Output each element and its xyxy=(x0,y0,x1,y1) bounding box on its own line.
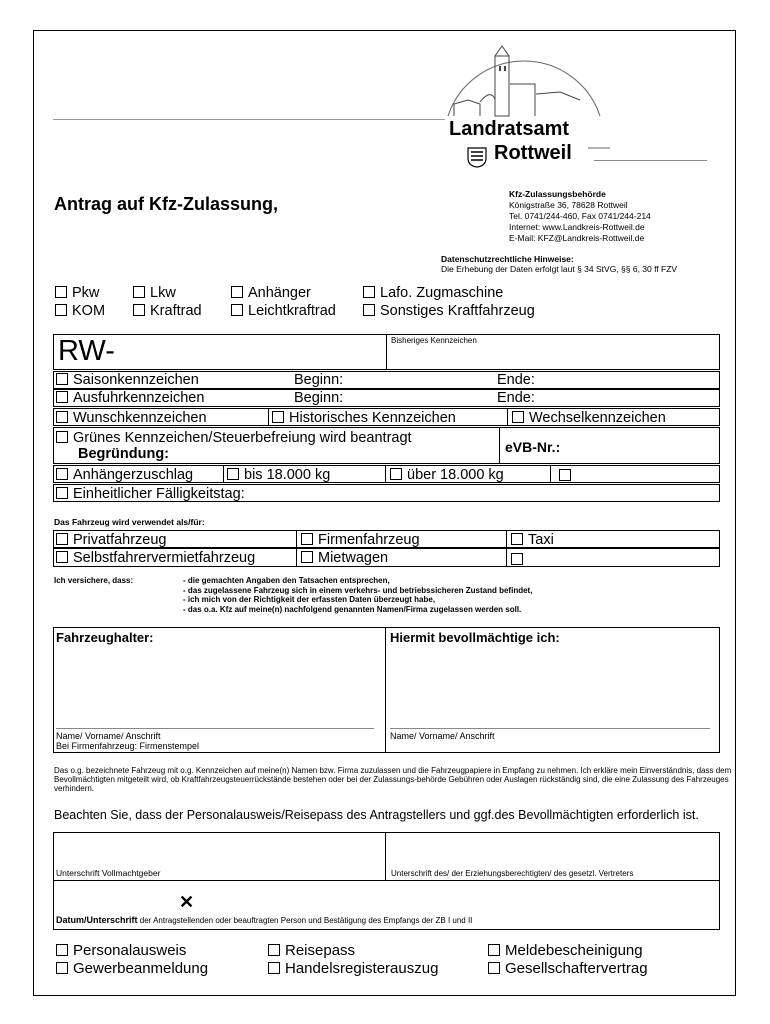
logo-line2: Rottweil xyxy=(494,142,572,164)
opt-wunsch[interactable] xyxy=(56,410,207,426)
sig-vollmachtgeber-label: Unterschrift Vollmachtgeber xyxy=(56,868,161,878)
checkbox[interactable] xyxy=(56,391,68,403)
doc-gesellschaft[interactable] xyxy=(488,960,648,977)
plate-prefix: RW- xyxy=(58,335,115,367)
use-taxi[interactable] xyxy=(511,532,554,548)
doc-personalausweis-label: Personalausweis xyxy=(73,942,187,959)
checkbox[interactable] xyxy=(56,533,68,545)
saison-beginn: Beginn: xyxy=(294,372,344,388)
use-privat-label: Privatfahrzeug xyxy=(73,532,167,548)
doc-reisepass[interactable] xyxy=(268,942,355,959)
logo-line1: Landratsamt xyxy=(449,118,570,140)
checkbox[interactable] xyxy=(56,487,68,499)
use-mietwagen[interactable] xyxy=(301,550,388,566)
checkbox[interactable] xyxy=(56,468,68,480)
vt-leichtkraftrad[interactable] xyxy=(231,303,336,319)
opt-faelligkeit[interactable] xyxy=(56,486,245,502)
assurance-label: Ich versichere, dass: xyxy=(54,576,134,585)
opt-extra[interactable] xyxy=(559,467,576,485)
opt-ausfuhr-label: Ausfuhrkennzeichen xyxy=(73,390,205,406)
plate-divider xyxy=(386,334,387,370)
vt-leichtkraftrad-label: Leichtkraftrad xyxy=(248,303,336,319)
page-title: Antrag auf Kfz-Zulassung, xyxy=(54,194,278,214)
checkbox[interactable] xyxy=(56,551,68,563)
checkbox[interactable] xyxy=(511,533,523,545)
opt-bis18000[interactable] xyxy=(227,467,330,483)
vt-kraftrad[interactable] xyxy=(133,303,202,319)
checkbox[interactable] xyxy=(133,304,145,316)
authorization-text: Das o.g. bezeichnete Fahrzeug mit o.g. Kennzeichen auf meine(n) Namen bzw. Firma zuzulassen und die Fahrzeugpapiere in Empfang zu nehmen. Ich erkläre mein Einverständnis, dass dem Bevollmächtigten mitgeteilt wird, ob Kraftfahrzeugsteuerrückstände bestehen oder bei der Zulassungs-behörde Gebühren oder Auslagen rückständig sind, die eine Zulassung des Fahrzeuges verhindern. xyxy=(54,766,732,793)
begruendung-label: Begründung: xyxy=(78,446,170,462)
sig-erziehung-label: Unterschrift des/ der Erziehungsberechtigten/ des gesetzl. Vertreters xyxy=(391,869,634,878)
sig-datum-bold: Datum/Unterschrift xyxy=(56,915,138,925)
checkbox[interactable] xyxy=(512,411,524,423)
opt-saison[interactable] xyxy=(56,372,199,388)
holder-firm-label: Bei Firmenfahrzeug: Firmenstempel xyxy=(56,741,200,751)
use-selbstfahrer-label: Selbstfahrervermietfahrzeug xyxy=(73,550,256,566)
opt-wechsel[interactable] xyxy=(512,410,666,426)
checkbox[interactable] xyxy=(363,286,375,298)
privacy-note xyxy=(441,254,677,274)
opt-ausfuhr[interactable] xyxy=(56,390,204,406)
authority-email: E-Mail: KFZ@Landkreis-Rottweil.de xyxy=(509,233,645,243)
vt-anhaenger[interactable] xyxy=(231,285,311,301)
opt-gruen[interactable] xyxy=(56,430,412,446)
authority-address xyxy=(509,189,651,244)
sig-datum-rest: der Antragstellenden oder beauftragten Person und Bestätigung des Empfangs der ZB I und II xyxy=(137,916,473,925)
checkbox[interactable] xyxy=(488,944,500,956)
assurance-line: - ich mich von der Richtigkeit der erfassten Daten überzeugt habe, xyxy=(183,595,436,604)
checkbox[interactable] xyxy=(231,304,243,316)
checkbox[interactable] xyxy=(268,962,280,974)
vt-lkw-label: Lkw xyxy=(150,285,176,301)
checkbox[interactable] xyxy=(227,468,239,480)
vt-anhaenger-label: Anhänger xyxy=(248,285,311,301)
authority-street: Königstraße 36, 78628 Rottweil xyxy=(509,200,628,210)
doc-melde-label: Meldebescheinigung xyxy=(505,942,643,959)
checkbox[interactable] xyxy=(56,431,68,443)
signature-mark-icon: ✕ xyxy=(179,892,195,912)
checkbox[interactable] xyxy=(511,553,523,565)
vt-sonstiges-label: Sonstiges Kraftfahrzeug xyxy=(380,303,535,319)
coat-of-arms-icon xyxy=(466,146,488,168)
assurance-line: - die gemachten Angaben den Tatsachen entsprechen, xyxy=(183,576,390,585)
holder-line xyxy=(56,728,374,729)
previous-plate-label: Bisheriges Kennzeichen xyxy=(391,336,477,345)
divider xyxy=(223,465,224,483)
doc-gewerbe-label: Gewerbeanmeldung xyxy=(73,960,209,977)
usage-heading: Das Fahrzeug wird verwendet als/für: xyxy=(54,517,205,527)
vt-pkw-label: Pkw xyxy=(72,285,100,301)
vt-lafo-label: Lafo. Zugmaschine xyxy=(380,285,504,301)
vt-kom-label: KOM xyxy=(72,303,106,319)
sig-datum-label xyxy=(56,915,472,925)
ausfuhr-beginn: Beginn: xyxy=(294,390,344,406)
opt-faelligkeit-label: Einheitlicher Fälligkeitstag: xyxy=(73,486,245,502)
assurance-line: - das o.a. Kfz auf meine(n) nachfolgend genannten Namen/Firma zugelassen werden soll. xyxy=(183,604,522,614)
opt-gruen-label: Grünes Kennzeichen/Steuerbefreiung wird beantragt xyxy=(73,430,412,446)
divider xyxy=(385,465,386,483)
opt-historisch-label: Historisches Kennzeichen xyxy=(289,410,456,426)
divider xyxy=(268,408,269,426)
use-taxi-label: Taxi xyxy=(528,532,554,548)
vt-lkw[interactable] xyxy=(133,285,176,301)
checkbox[interactable] xyxy=(488,962,500,974)
signature-divider xyxy=(385,832,386,880)
use-selbstfahrer[interactable] xyxy=(56,550,255,566)
signature-rule xyxy=(53,880,720,881)
authority-internet: Internet: www.Landkreis-Rottweil.de xyxy=(509,222,645,232)
holder-heading: Fahrzeughalter: xyxy=(56,630,154,645)
checkbox[interactable] xyxy=(133,286,145,298)
doc-handelsregister[interactable] xyxy=(268,960,438,977)
checkbox[interactable] xyxy=(56,411,68,423)
assurance-lines xyxy=(183,576,532,614)
checkbox[interactable] xyxy=(56,373,68,385)
proxy-name-label: Name/ Vorname/ Anschrift xyxy=(390,731,495,741)
divider xyxy=(499,427,500,464)
ausfuhr-ende: Ende: xyxy=(497,390,535,406)
use-firmen[interactable] xyxy=(301,532,420,548)
proxy-line xyxy=(390,728,710,729)
doc-reisepass-label: Reisepass xyxy=(285,942,356,959)
doc-gewerbe[interactable] xyxy=(56,960,208,977)
divider xyxy=(507,408,508,426)
opt-ueber18000[interactable] xyxy=(390,467,504,483)
holder-divider xyxy=(385,627,386,753)
opt-anhaengerzuschlag[interactable] xyxy=(56,467,193,483)
checkbox[interactable] xyxy=(390,468,402,480)
privacy-heading: Datenschutzrechtliche Hinweise: xyxy=(441,254,574,264)
doc-gesellschaft-label: Gesellschaftervertrag xyxy=(505,960,648,977)
header-rule xyxy=(53,119,445,120)
opt-anhaengerzuschlag-label: Anhängerzuschlag xyxy=(73,467,194,483)
checkbox[interactable] xyxy=(56,962,68,974)
checkbox[interactable] xyxy=(268,944,280,956)
holder-name-label: Name/ Vorname/ Anschrift xyxy=(56,731,161,741)
logo-rule xyxy=(594,160,707,161)
checkbox[interactable] xyxy=(56,944,68,956)
use-privat[interactable] xyxy=(56,532,167,548)
notice-text: Beachten Sie, dass der Personalausweis/Reisepass des Antragstellers und ggf.des Bevollmächtigten erforderlich ist. xyxy=(54,808,699,822)
opt-wechsel-label: Wechselkennzeichen xyxy=(529,410,666,426)
proxy-heading: Hiermit bevollmächtige ich: xyxy=(390,630,560,645)
doc-handelsregister-label: Handelsregisterauszug xyxy=(285,960,439,977)
divider xyxy=(550,465,551,483)
authority-phone: Tel. 0741/244-460, Fax 0741/244-214 xyxy=(509,211,651,221)
use-mietwagen-label: Mietwagen xyxy=(318,550,389,566)
opt-wunsch-label: Wunschkennzeichen xyxy=(73,410,207,426)
doc-personalausweis[interactable] xyxy=(56,942,186,959)
checkbox[interactable] xyxy=(231,286,243,298)
checkbox[interactable] xyxy=(559,469,571,481)
checkbox[interactable] xyxy=(272,411,284,423)
authority-heading: Kfz-Zulassungsbehörde xyxy=(509,189,606,199)
checkbox[interactable] xyxy=(301,533,313,545)
evb-label: eVB-Nr.: xyxy=(505,439,561,455)
saison-ende: Ende: xyxy=(497,372,535,388)
vt-kom[interactable] xyxy=(55,303,105,319)
vt-sonstiges[interactable] xyxy=(363,303,535,319)
opt-ueber18000-label: über 18.000 kg xyxy=(407,467,504,483)
use-firmen-label: Firmenfahrzeug xyxy=(318,532,420,548)
opt-historisch[interactable] xyxy=(272,410,456,426)
vt-kraftrad-label: Kraftrad xyxy=(150,303,202,319)
checkbox[interactable] xyxy=(55,286,67,298)
assurance-line: - das zugelassene Fahrzeug sich in einem verkehrs- und betriebssicheren Zustand befindet, xyxy=(183,585,533,595)
doc-melde[interactable] xyxy=(488,942,643,959)
opt-bis18000-label: bis 18.000 kg xyxy=(244,467,331,483)
vt-pkw[interactable] xyxy=(55,285,99,301)
checkbox[interactable] xyxy=(55,304,67,316)
holder-labels xyxy=(56,731,199,751)
opt-saison-label: Saisonkennzeichen xyxy=(73,372,199,388)
privacy-text: Die Erhebung der Daten erfolgt laut § 34 StVG, §§ 6, 30 ff FZV xyxy=(441,264,678,274)
use-extra[interactable] xyxy=(511,551,528,569)
checkbox[interactable] xyxy=(301,551,313,563)
vt-lafo[interactable] xyxy=(363,285,503,301)
checkbox[interactable] xyxy=(363,304,375,316)
